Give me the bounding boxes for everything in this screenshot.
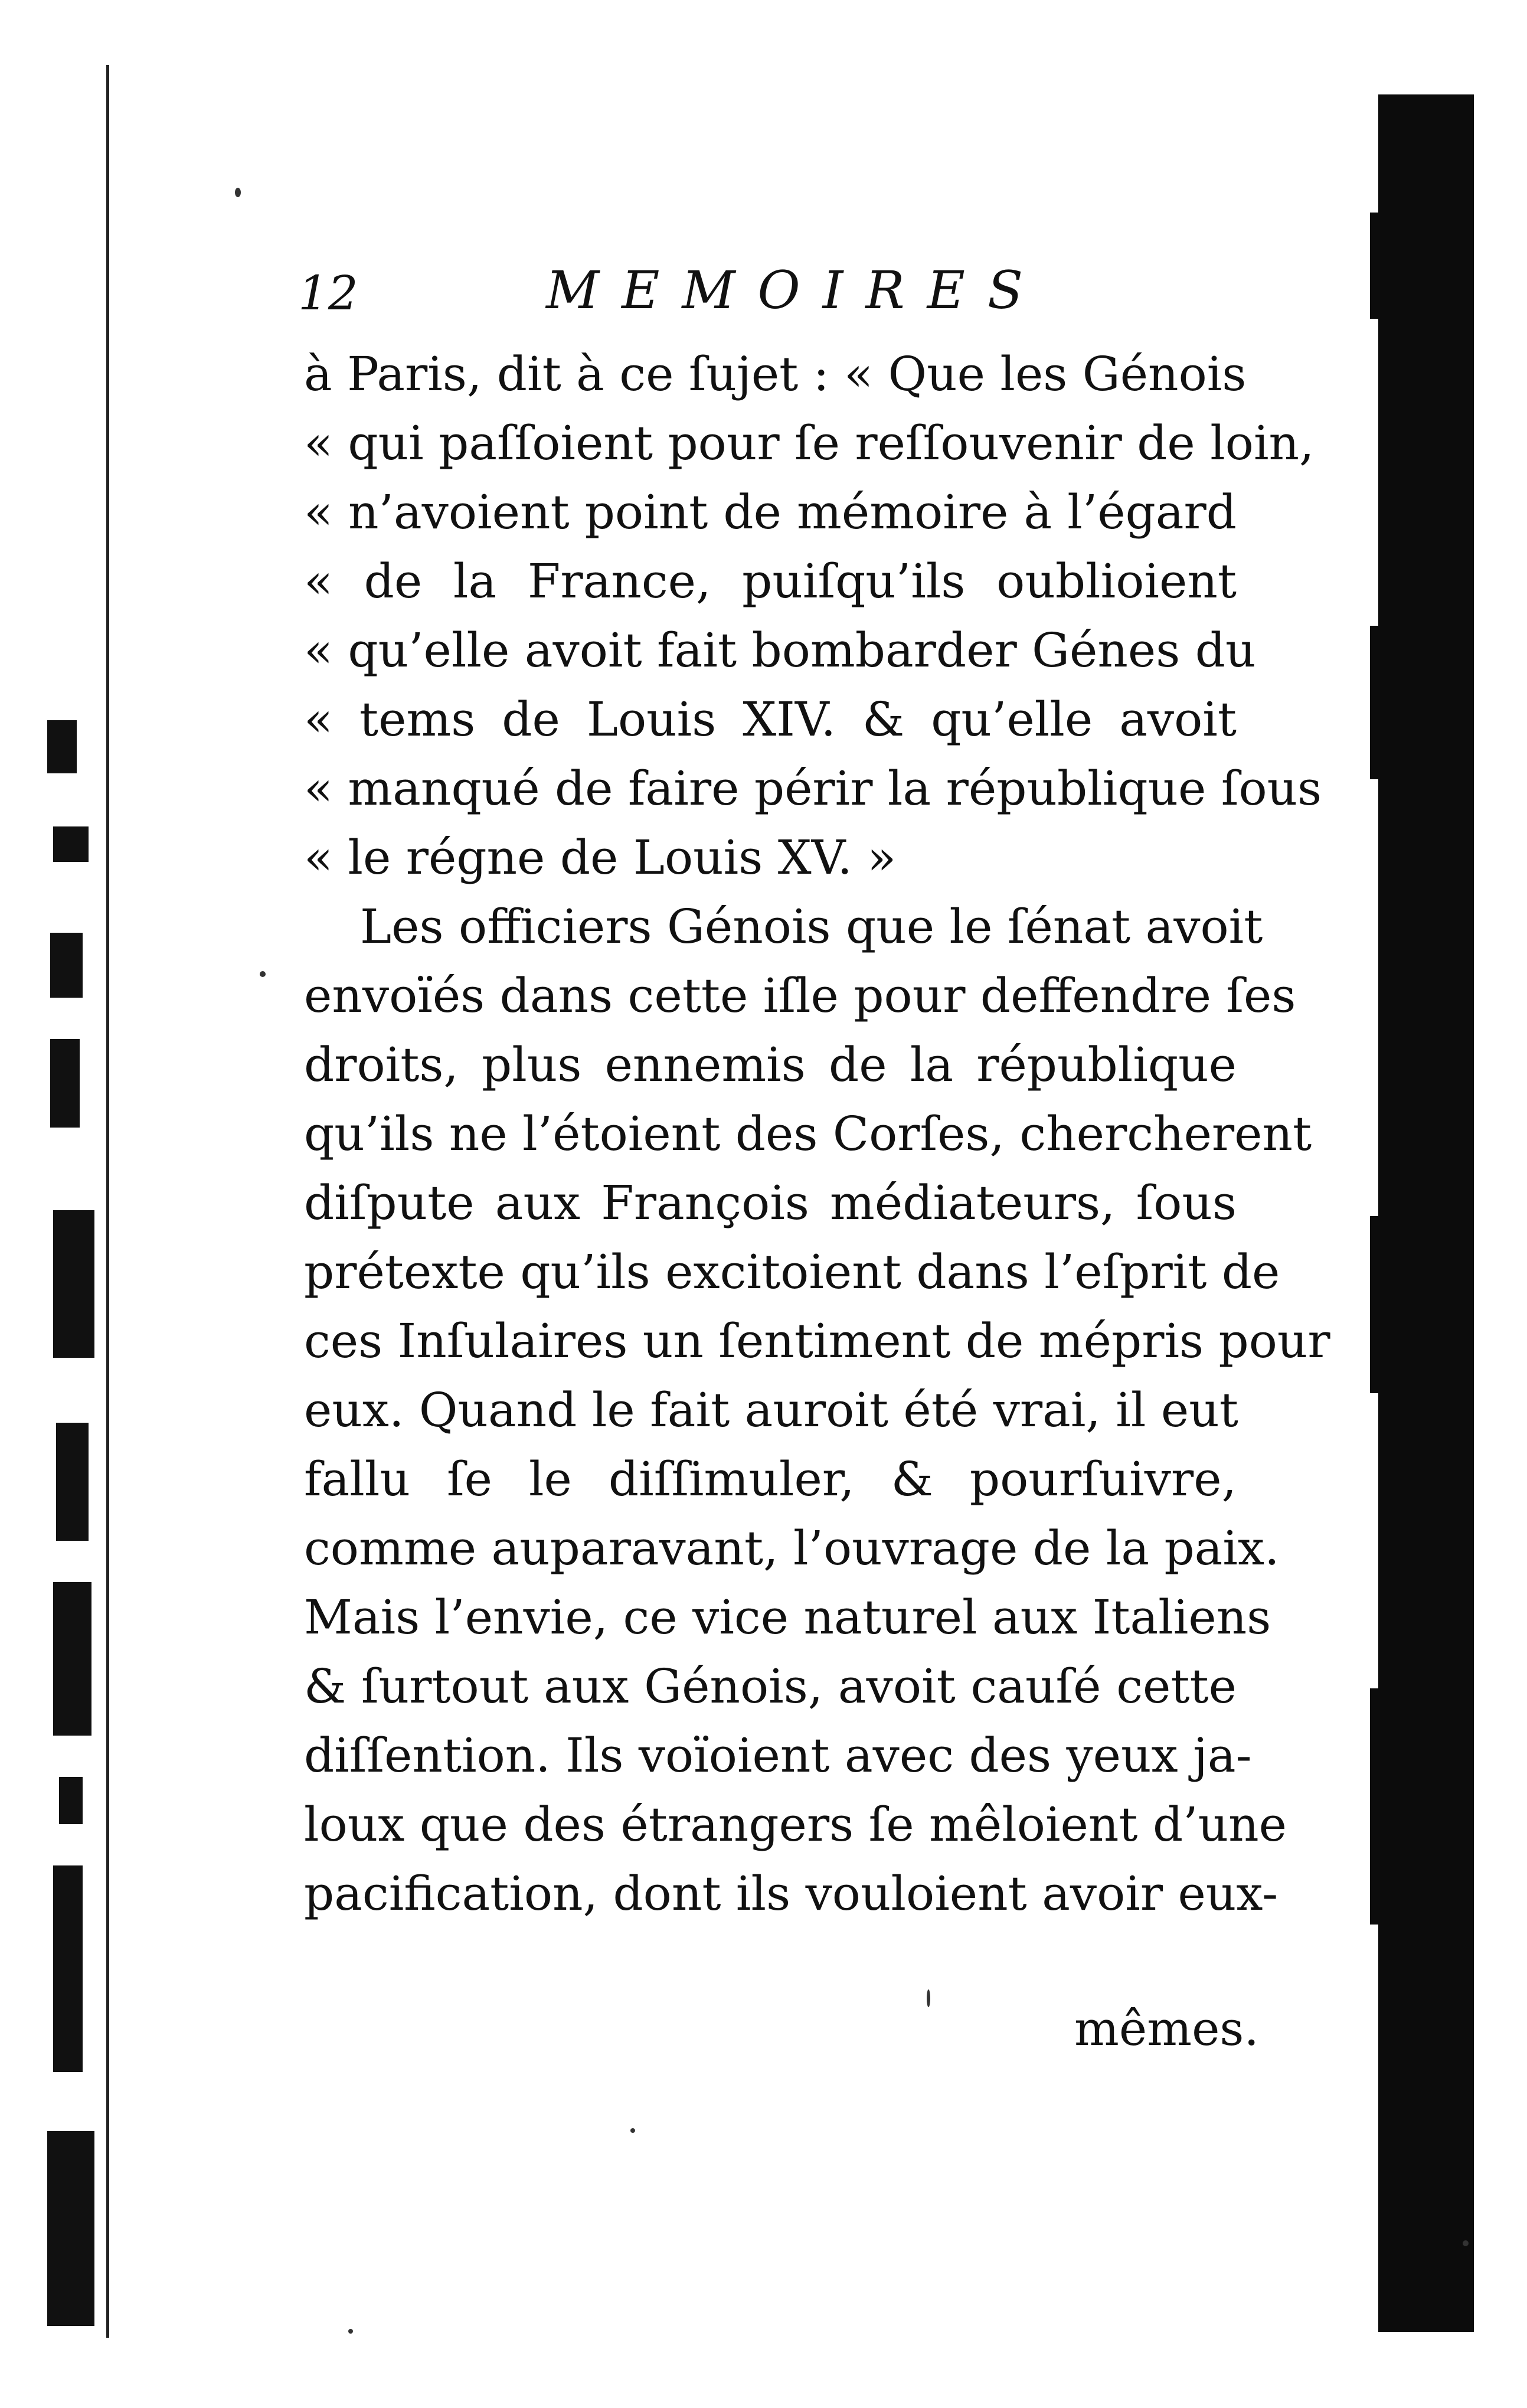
scan-blot (53, 1582, 91, 1736)
scan-blot (56, 1423, 89, 1541)
text-line: diſpute aux François médiateurs, ſous (304, 1175, 1237, 1230)
text-line: « qui paſſoient pour ſe reſſouvenir de loin, (304, 416, 1315, 471)
scan-speck (630, 2128, 635, 2133)
scan-blot (50, 1039, 80, 1128)
text-line: qu’ils ne l’étoient des Corſes, chercherent (304, 1106, 1312, 1161)
scan-speck (260, 971, 266, 977)
text-line: « qu’elle avoit fait bombarder Génes du (304, 623, 1256, 678)
scan-blot (53, 1210, 94, 1358)
text-line: comme auparavant, l’ouvrage de la paix. (304, 1521, 1280, 1576)
scan-blot (50, 933, 83, 998)
scan-blot (53, 1865, 83, 2072)
text-line: Mais l’envie, ce vice naturel aux Italiens (304, 1590, 1271, 1645)
scan-speck (348, 2329, 353, 2334)
scan-speck (927, 1989, 930, 2007)
text-line: ces Inſulaires un ſentiment de mépris pour (304, 1314, 1330, 1368)
text-line: droits, plus ennemis de la république (304, 1037, 1237, 1092)
left-scan-edge (41, 65, 112, 2338)
paragraph-start-line: Les officiers Génois que le ſénat avoit (360, 899, 1263, 954)
scan-speck (1463, 2240, 1469, 2246)
text-line: « tems de Louis XIV. & qu’elle avoit (304, 692, 1237, 747)
text-line: loux que des étrangers ſe mêloient d’une (304, 1797, 1287, 1852)
body-text (304, 339, 1330, 1928)
scan-blot (59, 1777, 83, 1824)
text-line: « de la France, puiſqu’ils oublioient (304, 554, 1237, 609)
right-scan-edge (1378, 94, 1474, 2332)
text-line: pacification, dont ils vouloient avoir eux- (304, 1866, 1279, 1921)
text-line: prétexte qu’ils excitoient dans l’eſprit de (304, 1244, 1280, 1299)
text-line: « n’avoient point de mémoire à l’égard (304, 485, 1237, 540)
text-line: « manqué de faire périr la république ſous (304, 761, 1322, 816)
text-line: & ſurtout aux Génois, avoit cauſé cette (304, 1659, 1237, 1714)
running-head (298, 260, 1242, 331)
text-line: eux. Quand le fait auroit été vrai, il eut (304, 1383, 1238, 1437)
scan-speck (235, 188, 241, 197)
scan-blot (47, 2131, 94, 2326)
scan-blot (47, 720, 77, 773)
running-title: MEMOIRES (546, 260, 1046, 321)
catchword: mêmes. (1074, 2001, 1259, 2056)
text-line: envoïés dans cette iſle pour deffendre ſes (304, 968, 1296, 1023)
text-line: diſſention. Ils voïoient avec des yeux ja- (304, 1728, 1252, 1783)
scan-blot (53, 826, 89, 862)
text-line: « le régne de Louis XV. » (304, 830, 897, 885)
text-line: à Paris, dit à ce ſujet : « Que les Génois (304, 347, 1247, 401)
page-number: 12 (298, 266, 358, 321)
binding-edge-line (106, 65, 109, 2338)
text-line: fallu ſe le diſſimuler, & pourſuivre, (304, 1452, 1237, 1507)
